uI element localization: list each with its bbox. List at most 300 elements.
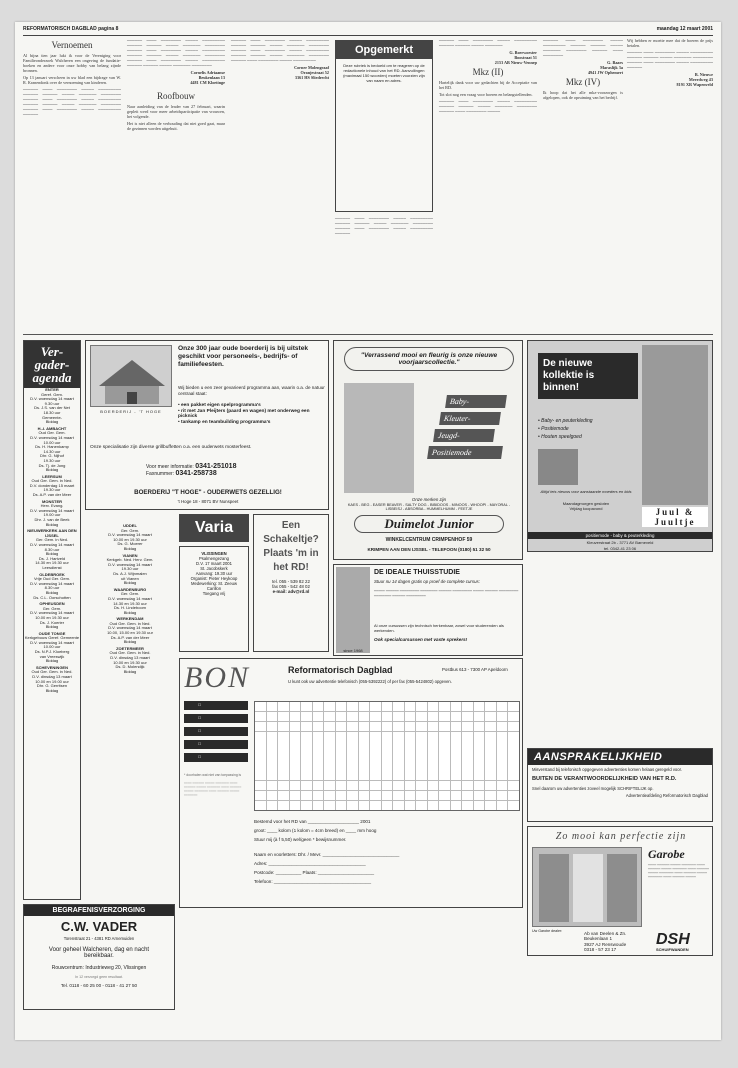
- letter-cell[interactable]: [347, 771, 358, 780]
- rubric-option[interactable]: ☐: [184, 740, 248, 749]
- letter-cell[interactable]: [290, 722, 301, 731]
- letter-cell[interactable]: [439, 761, 450, 770]
- letter-cell[interactable]: [474, 781, 485, 790]
- agenda-entry: [24, 602, 80, 630]
- letter-cell[interactable]: [462, 771, 473, 780]
- letter-cell[interactable]: [313, 732, 324, 741]
- letter-vernoemen-cont: [127, 38, 225, 328]
- letter-cell[interactable]: [267, 771, 278, 780]
- letter-cell[interactable]: [336, 712, 347, 721]
- letter-cell[interactable]: [497, 712, 508, 721]
- letter-cell[interactable]: [290, 751, 301, 760]
- letter-cell[interactable]: [416, 732, 427, 741]
- letter-cell[interactable]: [313, 722, 324, 731]
- letter-cell[interactable]: [313, 771, 324, 780]
- letter-cell[interactable]: [439, 712, 450, 721]
- letter-cell[interactable]: [347, 781, 358, 790]
- letter-filler: ━━━━━━ ━━━━ ━━━━━━━━ ━━━━━ ━━━━━━━━━ ━━━━━━ ━━━━━━ ━━━━━ ━━━━━━━ ━━━━━━━━ ━━━━━━ ━━━━ ━━━━━━━━ ━━━━━ ━━━━━━━━━ ━━━━━━ ━━━━━━ ━━━━━ ━━━━━━━ ━━━━━━━━ ━━━━━━ ━━━━ ━━━━━━━━ ━━━━━ ━━━━━━━━━ ━━━━━━ ━━━━━━ ━━━━━ ━━━━━━━ ━━━━━━━━: [127, 38, 225, 68]
- letter-cell[interactable]: [370, 712, 381, 721]
- letter-cell[interactable]: [416, 741, 427, 750]
- letter-cell[interactable]: [508, 712, 519, 721]
- farm-phone[interactable]: 0341-251018: [195, 463, 237, 470]
- letter-cell[interactable]: [382, 761, 393, 770]
- letter-cell[interactable]: [267, 751, 278, 760]
- varia-cta[interactable]: Een Schakeltje? Plaats 'm in het RD!: [263, 520, 319, 573]
- letter-cell[interactable]: [313, 751, 324, 760]
- letter-cell[interactable]: [497, 732, 508, 741]
- letter-cell[interactable]: [370, 801, 381, 810]
- letter-cell[interactable]: [428, 801, 439, 810]
- letter-cell[interactable]: [359, 751, 370, 760]
- letter-cell[interactable]: [255, 801, 266, 810]
- baby-photo: [538, 449, 578, 485]
- letter-cell[interactable]: [416, 801, 427, 810]
- letter-cell[interactable]: [393, 751, 404, 760]
- letter-cell[interactable]: [428, 741, 439, 750]
- letter-cell[interactable]: [405, 761, 416, 770]
- letter-cell[interactable]: [462, 791, 473, 800]
- agenda-date: D.V. woensdag 14 maart: [30, 610, 74, 616]
- letter-cell[interactable]: [255, 781, 266, 790]
- letter-cell[interactable]: [439, 751, 450, 760]
- letter-cell[interactable]: [267, 722, 278, 731]
- letter-cell[interactable]: [428, 761, 439, 770]
- letter-cell[interactable]: [451, 801, 462, 810]
- agenda-place: SCHEVENINGEN: [35, 664, 68, 670]
- letter-cell[interactable]: [324, 791, 335, 800]
- letter-cell[interactable]: [382, 751, 393, 760]
- letter-cell[interactable]: [451, 751, 462, 760]
- bon-postcode-field[interactable]: Postcode: __________ Plaats: ______________________: [254, 870, 375, 875]
- letter-cell[interactable]: [382, 712, 393, 721]
- letter-cell[interactable]: [301, 761, 312, 770]
- letter-cell[interactable]: [290, 801, 301, 810]
- letter-cell[interactable]: [382, 791, 393, 800]
- letter-cell[interactable]: [462, 732, 473, 741]
- letter-cell[interactable]: [359, 761, 370, 770]
- letter-cell[interactable]: [462, 712, 473, 721]
- letter-cell[interactable]: [278, 801, 289, 810]
- letter-cell[interactable]: [313, 712, 324, 721]
- letter-cell[interactable]: [370, 761, 381, 770]
- letter-cell[interactable]: [474, 741, 485, 750]
- letter-cell[interactable]: [485, 751, 496, 760]
- letter-cell[interactable]: [301, 781, 312, 790]
- letter-cell[interactable]: [462, 702, 473, 711]
- rubric-option[interactable]: ☐: [184, 701, 248, 710]
- letter-cell[interactable]: [267, 761, 278, 770]
- letter-cell[interactable]: [359, 712, 370, 721]
- letter-cell[interactable]: [359, 732, 370, 741]
- letter-cell[interactable]: [497, 751, 508, 760]
- bon-address-field[interactable]: Adres: ______________________________________: [254, 861, 366, 866]
- letter-cell[interactable]: [485, 712, 496, 721]
- letter-cell[interactable]: [451, 732, 462, 741]
- letter-cell[interactable]: [405, 771, 416, 780]
- letter-cell[interactable]: [324, 761, 335, 770]
- letter-cell[interactable]: [416, 712, 427, 721]
- letter-cell[interactable]: [313, 791, 324, 800]
- letter-cell[interactable]: [428, 771, 439, 780]
- letter-cell[interactable]: [439, 741, 450, 750]
- bon-row-date[interactable]: Bestemd voor het RD van ____________________ 2001: [254, 819, 371, 824]
- letter-cell[interactable]: [336, 741, 347, 750]
- letter-cell[interactable]: [508, 741, 519, 750]
- letter-cell[interactable]: [393, 771, 404, 780]
- letter-cell[interactable]: [278, 771, 289, 780]
- letter-cell[interactable]: [508, 761, 519, 770]
- letter-cell[interactable]: [290, 702, 301, 711]
- letter-cell[interactable]: [416, 751, 427, 760]
- letter-cell[interactable]: [290, 732, 301, 741]
- letter-cell[interactable]: [439, 702, 450, 711]
- letter-cell[interactable]: [508, 722, 519, 731]
- letter-cell[interactable]: [451, 781, 462, 790]
- letter-cell[interactable]: [336, 801, 347, 810]
- agenda-place: UDDEL: [123, 523, 137, 528]
- farm-fax: 0341-258738: [175, 470, 217, 477]
- letter-cell[interactable]: [382, 781, 393, 790]
- letter-cell[interactable]: [451, 722, 462, 731]
- letter-cell[interactable]: [336, 722, 347, 731]
- letter-cell[interactable]: [474, 791, 485, 800]
- letter-cell[interactable]: [474, 722, 485, 731]
- letter-cell[interactable]: [474, 702, 485, 711]
- agenda-org: Oud Ger. Gem. in Ned.: [109, 620, 151, 626]
- letter-cell[interactable]: [267, 702, 278, 711]
- letter-cell[interactable]: [462, 761, 473, 770]
- letter-vernoemen: [23, 38, 121, 328]
- letter-cell[interactable]: [462, 741, 473, 750]
- farm-ad: [85, 340, 329, 510]
- letter-cell[interactable]: [324, 702, 335, 711]
- letter-cell[interactable]: [439, 732, 450, 741]
- letter-cell[interactable]: [347, 702, 358, 711]
- letter-cell[interactable]: [336, 732, 347, 741]
- letter-cell[interactable]: [290, 781, 301, 790]
- letter-cell[interactable]: [347, 761, 358, 770]
- letter-cell[interactable]: [370, 751, 381, 760]
- letter-cell[interactable]: [485, 722, 496, 731]
- letter-cell[interactable]: [347, 722, 358, 731]
- letter-cell[interactable]: [439, 781, 450, 790]
- letter-cell[interactable]: [301, 712, 312, 721]
- letter-cell[interactable]: [393, 761, 404, 770]
- letter-cell[interactable]: [382, 801, 393, 810]
- letter-cell[interactable]: [508, 771, 519, 780]
- letter-cell[interactable]: [393, 781, 404, 790]
- letter-cell[interactable]: [370, 741, 381, 750]
- agenda-text: Ds. A.J. Wijnmalen uit Vianen Biddag: [113, 570, 147, 586]
- letter-cell[interactable]: [278, 761, 289, 770]
- letter-cell[interactable]: [497, 771, 508, 780]
- letter-cell[interactable]: [485, 732, 496, 741]
- letter-cell[interactable]: [324, 712, 335, 721]
- letter-cell[interactable]: [255, 791, 266, 800]
- letter-cell[interactable]: [347, 751, 358, 760]
- letter-cell[interactable]: [278, 732, 289, 741]
- letter-cell[interactable]: [370, 702, 381, 711]
- varia-cta-box: [253, 514, 329, 652]
- letter-cell[interactable]: [508, 781, 519, 790]
- letter-cell[interactable]: [382, 722, 393, 731]
- agenda-org: Oud Ger. Gem. in Ned.: [31, 478, 73, 484]
- letter-cell[interactable]: [255, 751, 266, 760]
- letter-cell[interactable]: [451, 712, 462, 721]
- garobe-street: Beukenlaan 1: [584, 936, 613, 942]
- rubric-option[interactable]: ☐: [184, 727, 248, 736]
- letter-cell[interactable]: [508, 732, 519, 741]
- letter-cell[interactable]: [405, 751, 416, 760]
- letter-cell[interactable]: [359, 702, 370, 711]
- letter-cell[interactable]: [485, 801, 496, 810]
- letter-cell[interactable]: [255, 702, 266, 711]
- letter-cell[interactable]: [313, 801, 324, 810]
- letter-cell[interactable]: [485, 702, 496, 711]
- letter-cell[interactable]: [474, 801, 485, 810]
- letter-cell[interactable]: [370, 781, 381, 790]
- letter-cell[interactable]: [290, 712, 301, 721]
- dsh-logo: DSH: [656, 931, 690, 948]
- letter-cell[interactable]: [278, 751, 289, 760]
- letter-cell[interactable]: [508, 702, 519, 711]
- letter-cell[interactable]: [497, 781, 508, 790]
- letter-cell[interactable]: [451, 702, 462, 711]
- letter-cell[interactable]: [278, 781, 289, 790]
- letter-cell[interactable]: [336, 751, 347, 760]
- letter-cell[interactable]: [382, 741, 393, 750]
- letter-cell[interactable]: [255, 722, 266, 731]
- letter-cell[interactable]: [324, 781, 335, 790]
- bon-row-size[interactable]: groot: ____ kolom (1 kolom = 4cm breed) en ____ mm hoog: [254, 828, 377, 833]
- letter-cell[interactable]: [313, 781, 324, 790]
- letter-cell[interactable]: [324, 732, 335, 741]
- vlissingen-title: VLISSINGEN: [201, 551, 227, 556]
- letter-cell[interactable]: [508, 751, 519, 760]
- letter-cell[interactable]: [405, 781, 416, 790]
- letter-cell[interactable]: [428, 702, 439, 711]
- letter-cell[interactable]: [255, 732, 266, 741]
- agenda-entry: [24, 632, 80, 664]
- letter-cell[interactable]: [359, 741, 370, 750]
- letter-cell[interactable]: [428, 791, 439, 800]
- letter-cell[interactable]: [301, 791, 312, 800]
- letter-cell[interactable]: [416, 791, 427, 800]
- letter-cell[interactable]: [290, 791, 301, 800]
- letter-cell[interactable]: [336, 761, 347, 770]
- letter-cell[interactable]: [485, 761, 496, 770]
- letter-cell[interactable]: [359, 771, 370, 780]
- letter-cell[interactable]: [474, 771, 485, 780]
- agenda-org: Ger. Gem. in Ned.: [35, 537, 69, 543]
- letter-cell[interactable]: [428, 732, 439, 741]
- letter-cell[interactable]: [301, 722, 312, 731]
- letter-cell[interactable]: [267, 741, 278, 750]
- letter-cell[interactable]: [405, 732, 416, 741]
- letter-cell[interactable]: [393, 801, 404, 810]
- letter-cell[interactable]: [301, 702, 312, 711]
- agenda-org: Oud Ger. Gem.: [38, 430, 66, 436]
- letter-cell[interactable]: [428, 712, 439, 721]
- letter-cell[interactable]: [508, 791, 519, 800]
- letter-cell[interactable]: [370, 771, 381, 780]
- letter-cell[interactable]: [439, 722, 450, 731]
- letter-cell[interactable]: [255, 771, 266, 780]
- letter-cell[interactable]: [439, 801, 450, 810]
- letter-cell[interactable]: [278, 712, 289, 721]
- letter-cell[interactable]: [370, 722, 381, 731]
- letter-cell[interactable]: [485, 791, 496, 800]
- letter-cell[interactable]: [497, 702, 508, 711]
- letter-cell[interactable]: [416, 781, 427, 790]
- agenda-time: 10.00 en 19.30 uur: [35, 614, 69, 620]
- letter-cell[interactable]: [370, 732, 381, 741]
- letter-cell[interactable]: [508, 801, 519, 810]
- letter-cell[interactable]: [347, 791, 358, 800]
- letter-cell[interactable]: [324, 722, 335, 731]
- letter-cell[interactable]: [301, 801, 312, 810]
- bon-letter-grid[interactable]: [254, 701, 520, 811]
- letter-cell[interactable]: [451, 791, 462, 800]
- letter-cell[interactable]: [462, 781, 473, 790]
- letter-cell[interactable]: [324, 751, 335, 760]
- letter-cell[interactable]: [313, 741, 324, 750]
- letter-cell[interactable]: [278, 791, 289, 800]
- letter-cell[interactable]: [462, 751, 473, 760]
- letter-cell[interactable]: [347, 712, 358, 721]
- bon-name-field[interactable]: Naam en voorletters: Dhr. / Mevr. ______________________________: [254, 852, 400, 857]
- farm-address: 't Hoge 18 - 8071 BV Nunspeet: [177, 499, 239, 504]
- letter-cell[interactable]: [313, 702, 324, 711]
- letter-cell[interactable]: [278, 722, 289, 731]
- letter-cell[interactable]: [267, 732, 278, 741]
- letter-cell[interactable]: [347, 741, 358, 750]
- letter-cell[interactable]: [497, 801, 508, 810]
- thuisstudie-sub: Stuur nu 14 dagen gratis op proef de complete cursus:: [374, 579, 480, 584]
- letter-cell[interactable]: [405, 801, 416, 810]
- letter-cell[interactable]: [290, 771, 301, 780]
- letter-cell[interactable]: [255, 761, 266, 770]
- letter-cell[interactable]: [439, 791, 450, 800]
- letter-cell[interactable]: [290, 761, 301, 770]
- letter-cell[interactable]: [497, 722, 508, 731]
- letter-cell[interactable]: [485, 781, 496, 790]
- letter-cell[interactable]: [451, 741, 462, 750]
- letter-cell[interactable]: [301, 741, 312, 750]
- letter-cell[interactable]: [324, 801, 335, 810]
- letter-cell[interactable]: [301, 771, 312, 780]
- letter-cell[interactable]: [359, 791, 370, 800]
- rubric-option[interactable]: ☐: [184, 714, 248, 723]
- letter-cell[interactable]: [393, 722, 404, 731]
- letter-cell[interactable]: [485, 741, 496, 750]
- letter-cell[interactable]: [336, 771, 347, 780]
- letter-cell[interactable]: [290, 741, 301, 750]
- bon-row-proof[interactable]: Stuur mij (à f 5,50) wel/geen * bewijsnummer.: [254, 837, 347, 842]
- letter-cell[interactable]: [267, 791, 278, 800]
- letter-cell[interactable]: [267, 781, 278, 790]
- letter-cell[interactable]: [347, 801, 358, 810]
- rubric-option[interactable]: ☐: [184, 753, 248, 762]
- letter-cell[interactable]: [416, 761, 427, 770]
- letter-cell[interactable]: [359, 722, 370, 731]
- letter-cell[interactable]: [393, 732, 404, 741]
- letter-cell[interactable]: [474, 712, 485, 721]
- agenda-text: Ds. J. Koerier Biddag: [39, 619, 65, 630]
- juul-logo: Juul & Juultje: [642, 507, 708, 527]
- letter-cell[interactable]: [382, 732, 393, 741]
- letter-cell[interactable]: [278, 741, 289, 750]
- letter-cell[interactable]: [405, 722, 416, 731]
- letter-cell[interactable]: [336, 702, 347, 711]
- letter-cell[interactable]: [359, 801, 370, 810]
- letter-cell[interactable]: [393, 702, 404, 711]
- letter-cell[interactable]: [439, 771, 450, 780]
- letter-cell[interactable]: [336, 791, 347, 800]
- letter-cell[interactable]: [313, 761, 324, 770]
- letter-cell[interactable]: [393, 741, 404, 750]
- letter-cell[interactable]: [393, 791, 404, 800]
- letter-cell[interactable]: [474, 761, 485, 770]
- letter-cell[interactable]: [382, 702, 393, 711]
- letter-cell[interactable]: [301, 732, 312, 741]
- letter-cell[interactable]: [474, 732, 485, 741]
- letter-cell[interactable]: [462, 722, 473, 731]
- letter-cell[interactable]: [382, 771, 393, 780]
- letter-cell[interactable]: [255, 741, 266, 750]
- letter-cell[interactable]: [359, 781, 370, 790]
- letter-cell[interactable]: [336, 781, 347, 790]
- letter-cell[interactable]: [324, 741, 335, 750]
- letter-cell[interactable]: [301, 751, 312, 760]
- letter-cell[interactable]: [324, 771, 335, 780]
- letter-cell[interactable]: [405, 741, 416, 750]
- letter-cell[interactable]: [405, 712, 416, 721]
- aansprakelijkheid-big: BUITEN DE VERANTWOORDELIJKHEID VAN HET R.D.: [532, 776, 677, 782]
- letter-cell[interactable]: [278, 702, 289, 711]
- bon-phone-field[interactable]: Telefoon: ______________________________________: [254, 879, 372, 884]
- letter-cell[interactable]: [267, 801, 278, 810]
- letter-cell[interactable]: [497, 761, 508, 770]
- letter-cell[interactable]: [370, 791, 381, 800]
- letter-cell[interactable]: [416, 702, 427, 711]
- letter-cell[interactable]: [451, 761, 462, 770]
- letter-cell[interactable]: [347, 732, 358, 741]
- letter-cell[interactable]: [416, 722, 427, 731]
- juul-caption: Altijd iets nieuws voor aanstaande moeders en kids: [540, 489, 632, 494]
- letter-cell[interactable]: [497, 791, 508, 800]
- letter-cell[interactable]: [462, 801, 473, 810]
- letter-cell[interactable]: [405, 702, 416, 711]
- agenda-text: Dhr. J. van de Beek Biddag: [34, 517, 70, 527]
- letter-cell[interactable]: [428, 751, 439, 760]
- letter-cell[interactable]: [497, 741, 508, 750]
- agenda-org: Geref. Gem.: [40, 391, 63, 397]
- letter-cell[interactable]: [405, 791, 416, 800]
- letter-cell[interactable]: [428, 722, 439, 731]
- letter-cell[interactable]: [416, 771, 427, 780]
- letter-cell[interactable]: [393, 712, 404, 721]
- letter-cell[interactable]: [474, 751, 485, 760]
- varia-email[interactable]: e-mail: adv@rd.nl: [272, 589, 310, 594]
- letter-cell[interactable]: [267, 712, 278, 721]
- letter-cell[interactable]: [485, 771, 496, 780]
- letter-cell[interactable]: [255, 712, 266, 721]
- letter-cell[interactable]: [428, 781, 439, 790]
- letter-paragraph: Wij hebben er moeite mee dat de boeren de prijs betalen.: [627, 38, 713, 48]
- vader-phone: Tel. 0118 - 60 25 00 - 0118 - 41 27 50: [60, 983, 138, 988]
- letter-cell[interactable]: [451, 771, 462, 780]
